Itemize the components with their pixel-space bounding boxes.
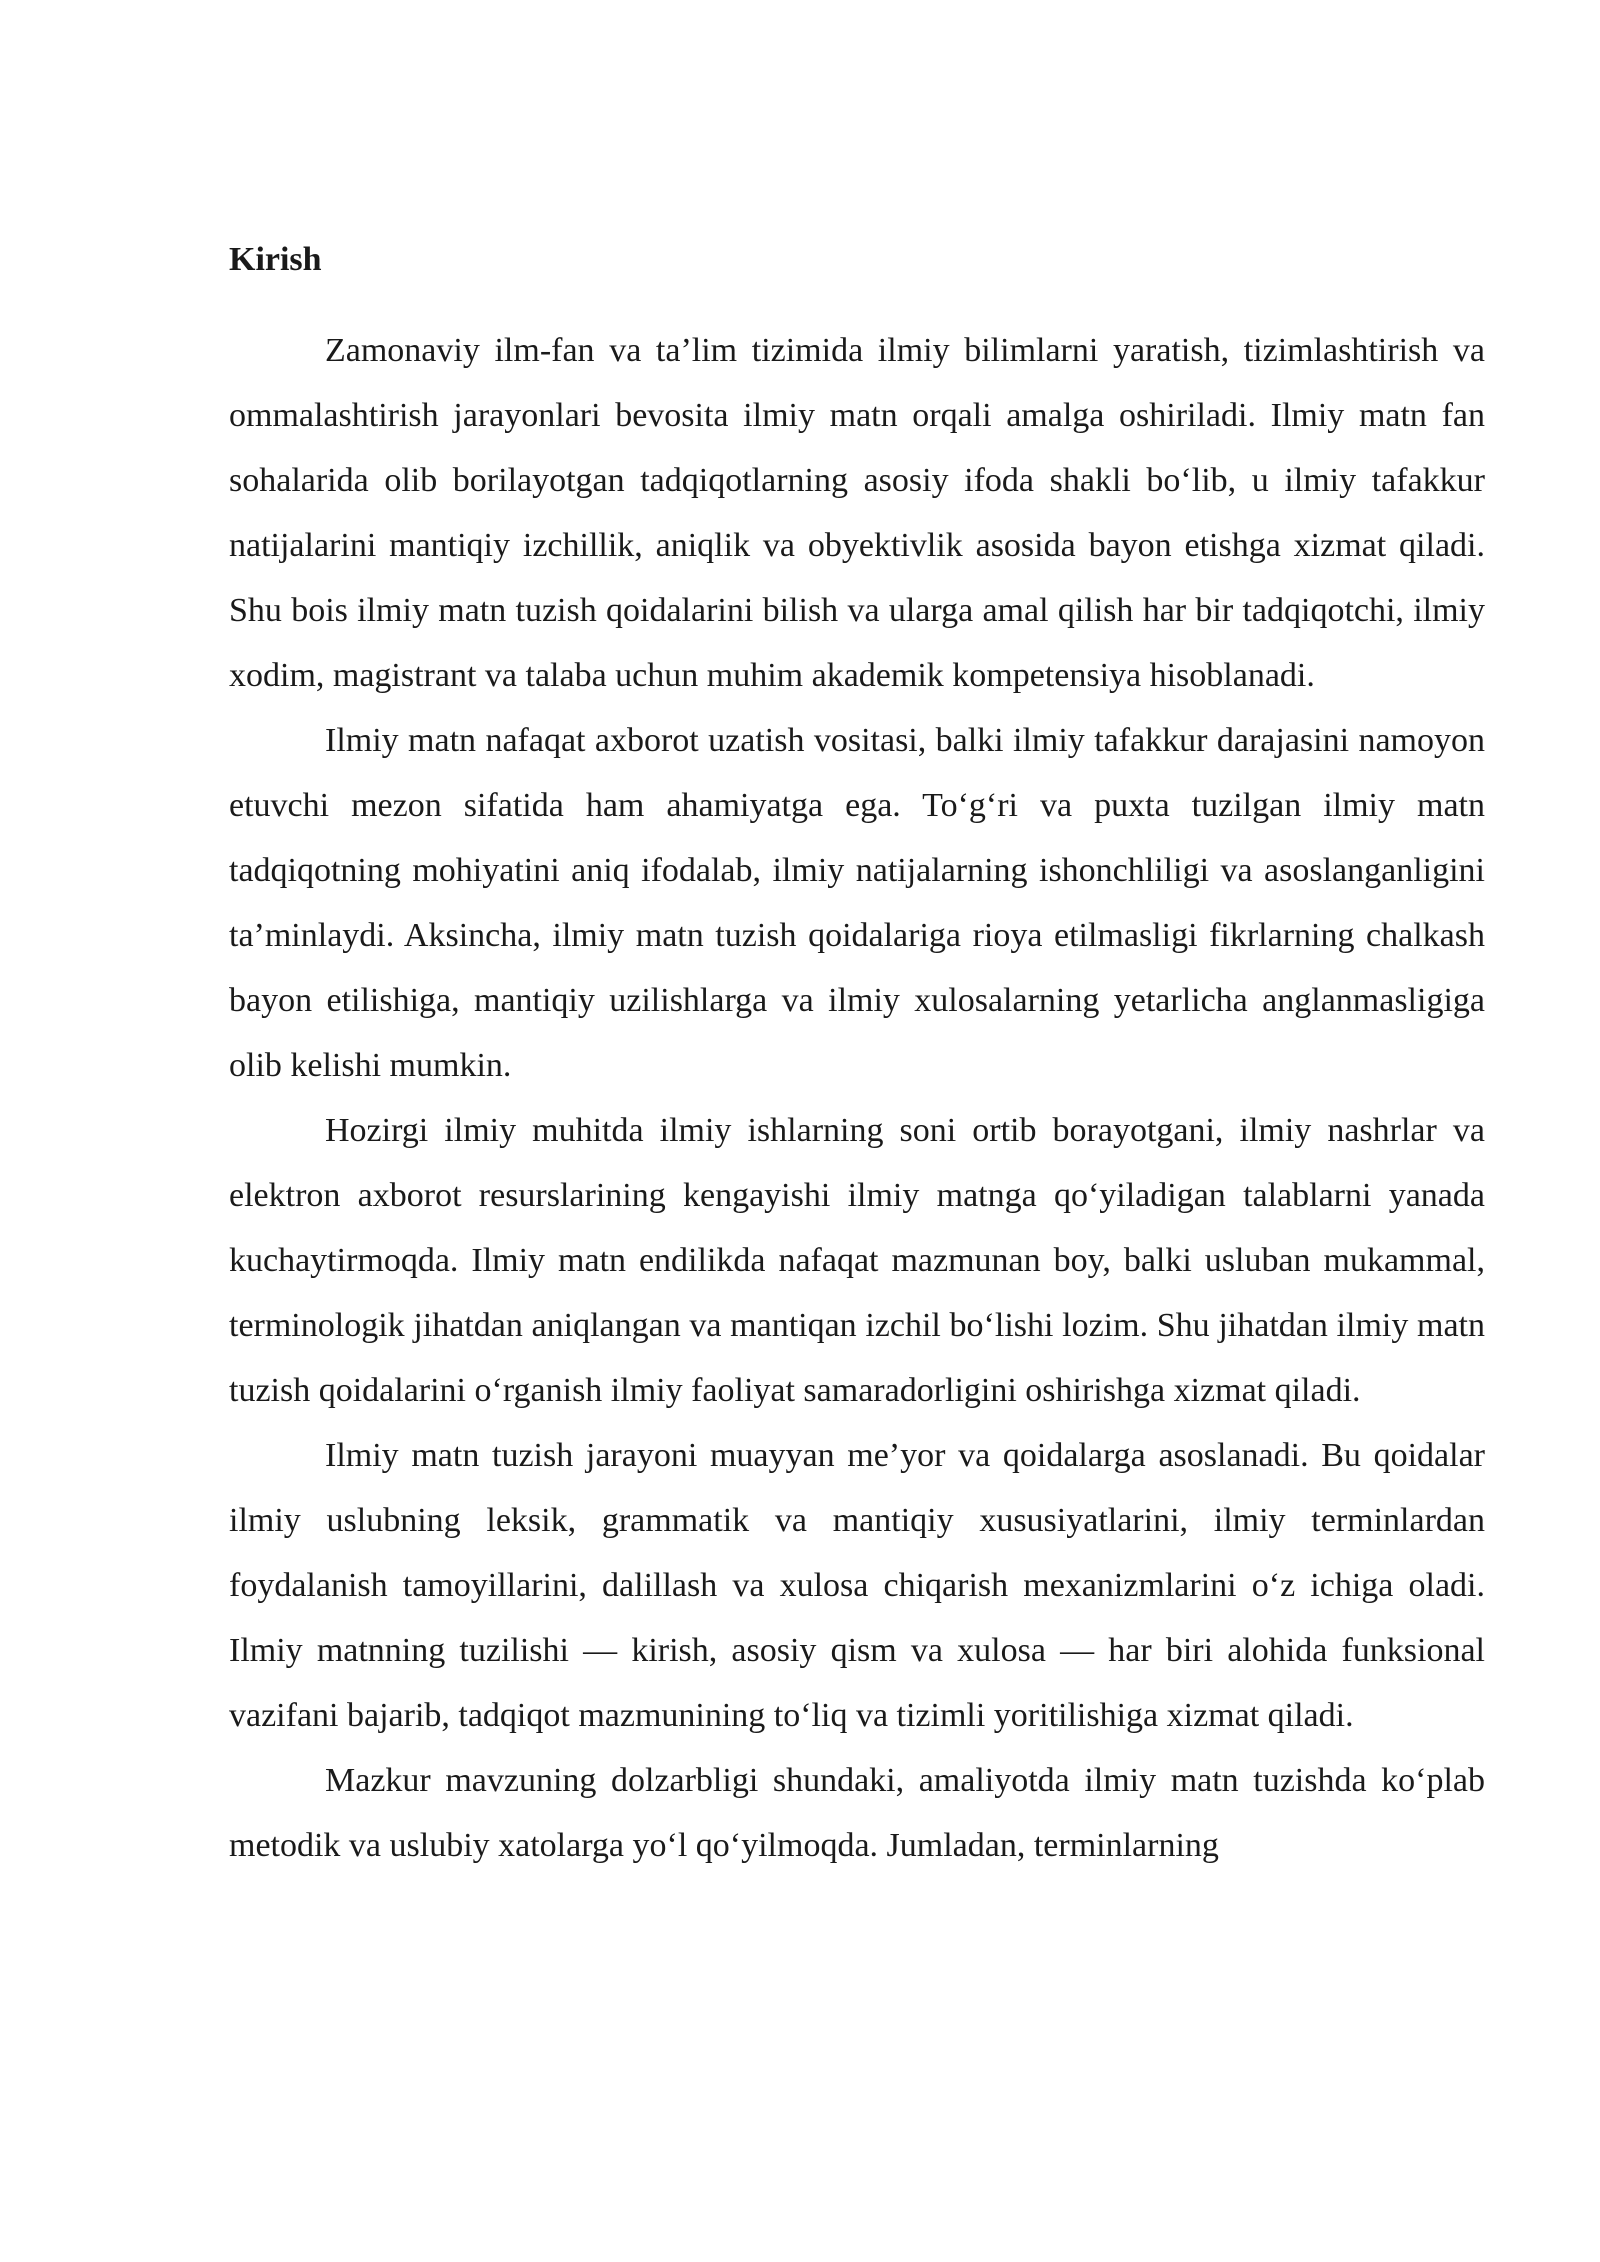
paragraph-3: Hozirgi ilmiy muhitda ilmiy ishlarning soni ortib borayotgani, ilmiy nashrlar va elektron axborot resurslarining kengayishi ilmiy matnga qo‘yiladigan talablarni yanada kuchaytirmoqda. Ilmiy matn endilikda nafaqat mazmunan boy, balki usluban mukammal, terminologik jihatdan aniqlangan va mantiqan izchil bo‘lishi lozim. Shu jihatdan ilmiy matn tuzish qoidalarini o‘rganish ilmiy faoliyat samaradorligini oshirishga xizmat qiladi. [229, 1112, 1485, 1409]
paragraph-4: Ilmiy matn tuzish jarayoni muayyan me’yor va qoidalarga asoslanadi. Bu qoidalar ilmiy uslubning leksik, grammatik va mantiqiy xususiyatlarini, ilmiy terminlardan foydalanish tamoyillarini, dalillash va xulosa chiqarish mexanizmlarini o‘z ichiga oladi. Ilmiy matnning tuzilishi — kirish, asosiy qism va xulosa — har biri alohida funksional vazifani bajarib, tadqiqot mazmunining to‘liq va tizimli yoritilishiga xizmat qiladi. [229, 1437, 1485, 1734]
paragraph-1: Zamonaviy ilm-fan va ta’lim tizimida ilmiy bilimlarni yaratish, tizimlashtirish va ommalashtirish jarayonlari bevosita ilmiy matn orqali amalga oshiriladi. Ilmiy matn fan sohalarida olib borilayotgan tadqiqotlarning asosiy ifoda shakli bo‘lib, u ilmiy tafakkur natijalarini mantiqiy izchillik, aniqlik va obyektivlik asosida bayon etishga xizmat qiladi. Shu bois ilmiy matn tuzish qoidalarini bilish va ularga amal qilish har bir tadqiqotchi, ilmiy xodim, magistrant va talaba uchun muhim akademik kompetensiya hisoblanadi. [229, 332, 1485, 694]
paragraph-2: Ilmiy matn nafaqat axborot uzatish vositasi, balki ilmiy tafakkur darajasini namoyon etuvchi mezon sifatida ham ahamiyatga ega. To‘g‘ri va puxta tuzilgan ilmiy matn tadqiqotning mohiyatini aniq ifodalab, ilmiy natijalarning ishonchliligi va asoslanganligini ta’minlaydi. Aksincha, ilmiy matn tuzish qoidalariga rioya etilmasligi fikrlarning chalkash bayon etilishiga, mantiqiy uzilishlarga va ilmiy xulosalarning yetarlicha anglanmasligiga olib kelishi mumkin. [229, 722, 1485, 1084]
document-body [229, 236, 1485, 1878]
section-heading: Kirish [229, 241, 322, 278]
paragraph-5: Mazkur mavzuning dolzarbligi shundaki, amaliyotda ilmiy matn tuzishda ko‘plab metodik va uslubiy xatolarga yo‘l qo‘yilmoqda. Jumladan, terminlarning [229, 1762, 1485, 1864]
